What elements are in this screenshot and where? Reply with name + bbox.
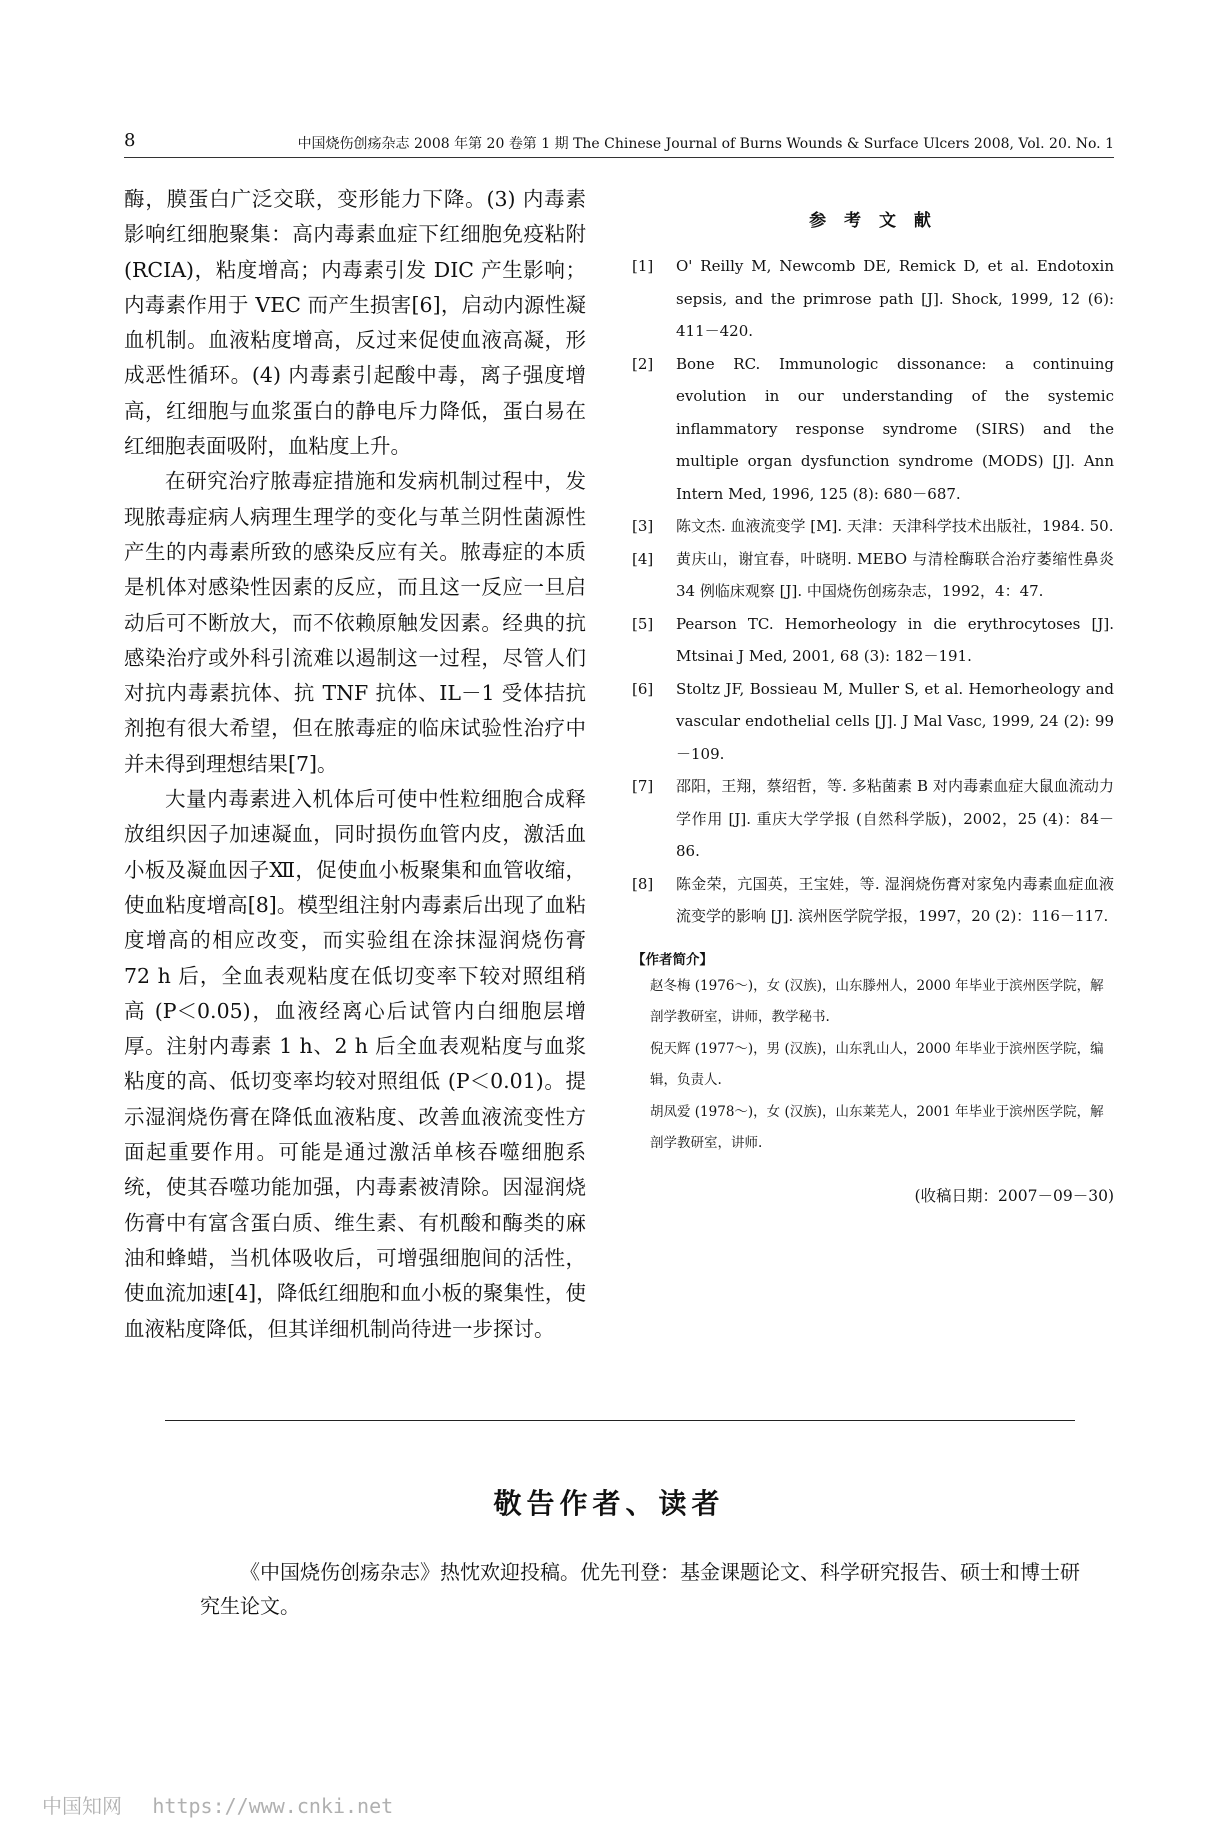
reference-number: [5] — [632, 614, 654, 633]
reference-list — [632, 250, 1114, 933]
reference-item — [632, 770, 1114, 868]
reference-number: [2] — [632, 354, 654, 373]
body-paragraph: 酶，膜蛋白广泛交联，变形能力下降。(3) 内毒素影响红细胞聚集：高内毒素血症下红细胞免疫粘附 (RCIA)，粘度增高；内毒素引发 DIC 产生影响；内毒素作用于 VEC 而产生损害[6]，启动内源性凝血机制。血液粘度增高，反过来促使血液高凝，形成恶性循环。(4) 内毒素引起酸中毒，离子强度增高，红细胞与血浆蛋白的静电斥力降低，蛋白易在红细胞表面吸附，血粘度上升。 — [124, 187, 586, 459]
reference-item — [632, 868, 1114, 933]
references-title: 参 考 文 献 — [809, 211, 937, 231]
author-entry: 赵冬梅 (1976～)，女 (汉族)，山东滕州人，2000 年毕业于滨州医学院，解剖学教研室，讲师，教学秘书. — [650, 977, 1104, 1025]
reference-column — [632, 206, 1114, 1206]
reference-item — [632, 608, 1114, 673]
reference-number: [4] — [632, 549, 654, 568]
reference-text: 陈文杰. 血液流变学 [M]. 天津：天津科学技术出版社，1984. 50. — [676, 517, 1114, 535]
reference-item — [632, 348, 1114, 511]
notice-body: 《中国烧伤创疡杂志》热忱欢迎投稿。优先刊登：基金课题论文、科学研究报告、硕士和博士研究生论文。 — [200, 1560, 1080, 1618]
reference-text: Bone RC. Immunologic dissonance: a continuing evolution in our understanding of the systemic inflammatory response syndrome (SIRS) and the multiple organ dysfunction syndrome (MODS) [J]. Ann Intern Med, 1996, 125 (8): 680－687. — [676, 354, 1114, 503]
author-entry: 倪天辉 (1977～)，男 (汉族)，山东乳山人，2000 年毕业于滨州医学院，编辑，负责人. — [650, 1040, 1104, 1088]
body-paragraph: 在研究治疗脓毒症措施和发病机制过程中，发现脓毒症病人病理生理学的变化与革兰阴性菌源性产生的内毒素所致的感染反应有关。脓毒症的本质是机体对感染性因素的反应，而且这一反应一旦启动后可不断放大，而不依赖原触发因素。经典的抗感染治疗或外科引流难以遏制这一过程，尽管人们对抗内毒素抗体、抗 TNF 抗体、IL－1 受体拮抗剂抱有很大希望，但在脓毒症的临床试验性治疗中并未得到理想结果[7]。 — [124, 469, 586, 776]
body-paragraph: 大量内毒素进入机体后可使中性粒细胞合成释放组织因子加速凝血，同时损伤血管内皮，激活血小板及凝血因子Ⅻ，促使血小板聚集和血管收缩，使血粘度增高[8]。模型组注射内毒素后出现了血粘度增高的相应改变，而实验组在涂抹湿润烧伤膏 72 h 后，全血表观粘度在低切变率下较对照组稍高 (P＜0.05)，血液经离心后试管内白细胞层增厚。注射内毒素 1 h、2 h 后全血表观粘度与血浆粘度的高、低切变率均较对照组低 (P＜0.01)。提示湿润烧伤膏在降低血液粘度、改善血液流变性方面起重要作用。可能是通过激活单核吞噬细胞系统，使其吞噬功能加强，内毒素被清除。因湿润烧伤膏中有富含蛋白质、维生素、有机酸和酶类的麻油和蜂蜡，当机体吸收后，可增强细胞间的活性，使血流加速[4]，降低红细胞和血小板的聚集性，使血液粘度降低，但其详细机制尚待进一步探讨。 — [124, 787, 586, 1341]
site-url[interactable]: https://www.cnki.net — [152, 1794, 394, 1818]
reference-item — [632, 250, 1114, 348]
section-divider — [165, 1420, 1075, 1421]
reference-number: [6] — [632, 679, 654, 698]
author-bio — [632, 949, 1114, 1160]
page-header — [124, 130, 1114, 154]
reference-number: [1] — [632, 257, 654, 275]
reference-text: 邵阳，王翔，蔡绍哲，等. 多粘菌素 B 对内毒素血症大鼠血流动力学作用 [J]. 重庆大学学报 (自然科学版)，2002，25 (4)：84－86. — [676, 777, 1114, 860]
reference-number: [8] — [632, 874, 654, 893]
reference-text: Stoltz JF, Bossieau M, Muller S, et al. Hemorheology and vascular endothelial cells [J]. J Mal Vasc, 1999, 24 (2): 99－109. — [676, 679, 1114, 763]
reference-text: Pearson TC. Hemorheology in die erythrocytoses [J]. Mtsinai J Med, 2001, 68 (3): 182－191. — [676, 614, 1114, 665]
received-date: (收稿日期：2007－09－30) — [914, 1186, 1114, 1205]
reference-item — [632, 510, 1114, 543]
reference-number: [7] — [632, 777, 654, 795]
running-title: 中国烧伤创疡杂志 2008 年第 20 卷第 1 期 The Chinese Journal of Burns Wounds & Surface Ulcers 2008, Vol. 20. No. 1 — [297, 136, 1114, 152]
page-number: 8 — [124, 130, 136, 151]
reference-text: 陈金荣，亢国英，王宝娃，等. 湿润烧伤膏对家兔内毒素血症血液流变学的影响 [J]. 滨州医学院学报，1997，20 (2)：116－117. — [676, 874, 1114, 925]
notice-title: 敬告作者、读者 — [493, 1487, 725, 1520]
reference-text: O' Reilly M, Newcomb DE, Remick D, et al. Endotoxin sepsis, and the primrose path [J]. Shock, 1999, 12 (6): 411－420. — [676, 257, 1114, 340]
body-column — [124, 182, 586, 1347]
author-entry: 胡凤爱 (1978～)，女 (汉族)，山东莱芜人，2001 年毕业于滨州医学院，解剖学教研室，讲师. — [650, 1103, 1104, 1151]
reference-item — [632, 673, 1114, 771]
reference-number: [3] — [632, 517, 654, 535]
site-name: 中国知网 — [42, 1794, 122, 1818]
footer-watermark — [42, 1790, 393, 1819]
reference-item — [632, 543, 1114, 608]
header-rule — [124, 157, 1114, 158]
reference-text: 黄庆山，谢宜春，叶晓明. MEBO 与清栓酶联合治疗萎缩性鼻炎 34 例临床观察 [J]. 中国烧伤创疡杂志，1992，4：47. — [676, 549, 1114, 600]
author-bio-title: 【作者简介】 — [632, 951, 713, 968]
